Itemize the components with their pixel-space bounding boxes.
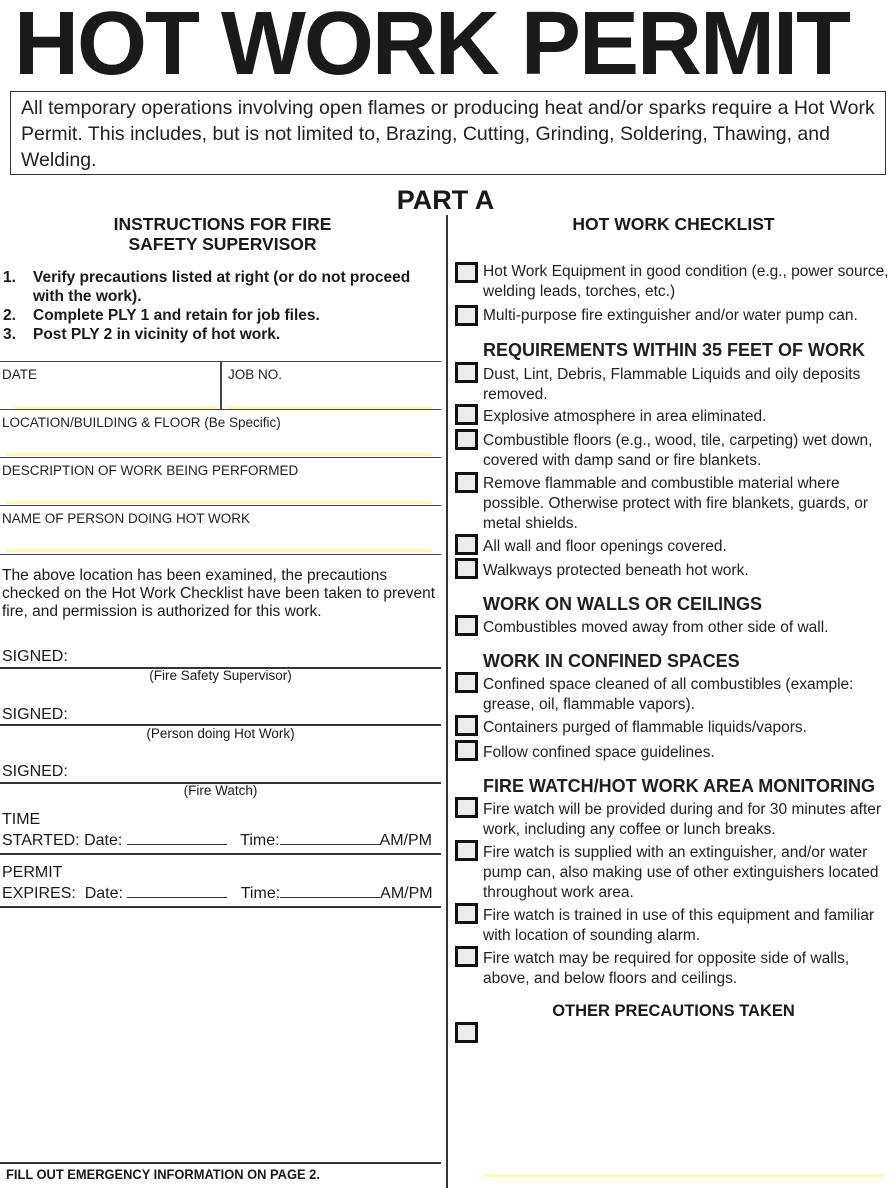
section-title: REQUIREMENTS WITHIN 35 FEET OF WORK: [483, 340, 866, 360]
instruction-item: [0, 306, 440, 325]
checklist-item: Remove flammable and combustible material where possible. Otherwise protect with fire blankets, guards, or metal shields.: [483, 475, 869, 532]
signed-label: SIGNED:: [2, 706, 68, 723]
description-row: [0, 457, 441, 506]
signature-caption: (Fire Watch): [183, 783, 258, 798]
other-precautions-heading: OTHER PRECAUTIONS TAKEN: [552, 1002, 795, 1020]
checklist-item: Containers purged of flammable liquids/vapors.: [483, 719, 807, 736]
instruction-text: Complete PLY 1 and retain for job files.: [33, 307, 320, 324]
time-label: Time:: [240, 832, 280, 849]
checklist-item: Fire watch is supplied with an extinguisher, and/or water pump can, also making use of other extinguishers located throughout work area.: [483, 844, 879, 901]
checklist-item: Dust, Lint, Debris, Flammable Liquids and oily deposits removed.: [483, 366, 861, 403]
checkbox-fire-watch-trained[interactable]: [455, 903, 478, 924]
expires-label: EXPIRES:: [2, 885, 76, 902]
checklist-item: Hot Work Equipment in good condition (e.g., power source, welding leads, torches, etc.): [483, 263, 889, 300]
checkbox-openings[interactable]: [455, 534, 478, 555]
instruction-item: [0, 268, 440, 306]
start-date-input[interactable]: [127, 830, 227, 845]
checkbox-extinguisher[interactable]: [455, 305, 478, 326]
expire-time-input[interactable]: [280, 883, 380, 898]
other-precautions-input[interactable]: [484, 1174, 884, 1177]
instructions-list: [0, 268, 440, 344]
instruction-text: Post PLY 2 in vicinity of hot work.: [33, 326, 281, 343]
checklist-item: Fire watch will be provided during and for 30 minutes after work, including any coffee or lunch breaks.: [483, 801, 882, 838]
section-title: WORK IN CONFINED SPACES: [483, 651, 740, 671]
checkbox-confined-guidelines[interactable]: [455, 740, 478, 761]
checklist-item: Fire watch is trained in use of this equipment and familiar with location of sounding alarm.: [483, 907, 875, 944]
checkbox-other[interactable]: [455, 1022, 478, 1043]
checklist-item: Multi-purpose fire extinguisher and/or water pump can.: [483, 307, 858, 324]
location-row: [0, 409, 441, 458]
description-input[interactable]: [6, 501, 432, 504]
intro-box: All temporary operations involving open flames or producing heat and/or sparks require a Hot Work Permit. This includes, but is not limited to, Brazing, Cutting, Grinding, Soldering, Thawing, and Welding.: [10, 91, 886, 175]
field-divider: [220, 362, 222, 410]
instruction-number: 3.: [3, 326, 16, 343]
checklist-item: All wall and floor openings covered.: [483, 538, 727, 555]
description-label: DESCRIPTION OF WORK BEING PERFORMED: [2, 463, 299, 478]
heading-line-1: INSTRUCTIONS FOR FIRE: [113, 214, 332, 234]
permit-expires-line1: PERMIT: [2, 864, 63, 881]
ampm-label: AM/PM: [380, 885, 433, 902]
time-started-block: [2, 810, 442, 851]
start-time-input[interactable]: [280, 830, 380, 845]
checkbox-floors[interactable]: [455, 429, 478, 450]
checklist-item: Fire watch may be required for opposite side of walls, above, and below floors and ceilings.: [483, 950, 850, 987]
instruction-item: [0, 325, 440, 344]
divider-line: [0, 853, 441, 855]
signature-caption: (Fire Safety Supervisor): [149, 668, 292, 683]
signature-caption: (Person doing Hot Work): [146, 726, 295, 741]
checklist-item: Combustibles moved away from other side of wall.: [483, 619, 829, 636]
checkbox-explosive[interactable]: [455, 404, 478, 425]
person-name-label: NAME OF PERSON DOING HOT WORK: [2, 511, 251, 526]
checklist-item: Confined space cleaned of all combustibles (example: grease, oil, flammable vapors).: [483, 676, 854, 713]
divider-line: [0, 906, 441, 908]
ampm-label: AM/PM: [379, 832, 432, 849]
footer-note: FILL OUT EMERGENCY INFORMATION ON PAGE 2.: [6, 1166, 320, 1182]
checklist-item: Walkways protected beneath hot work.: [483, 562, 749, 579]
permit-expires-block: [2, 863, 442, 904]
checklist-item: Follow confined space guidelines.: [483, 744, 715, 761]
instruction-text: Verify precautions listed at right (or do not proceed with the work).: [33, 269, 411, 305]
person-name-input[interactable]: [6, 549, 432, 552]
page-title: HOT WORK PERMIT: [14, 0, 849, 94]
signature-row-fire-watch[interactable]: [0, 763, 441, 781]
time-started-line1: TIME: [2, 811, 41, 828]
heading-line-2: SAFETY SUPERVISOR: [128, 234, 317, 254]
checklist-item: Explosive atmosphere in area eliminated.: [483, 408, 767, 425]
signed-label: SIGNED:: [2, 648, 68, 665]
instruction-number: 2.: [3, 307, 16, 324]
checkbox-fire-watch-opposite[interactable]: [455, 946, 478, 967]
checkbox-equipment[interactable]: [455, 262, 478, 283]
date-label: Date:: [84, 885, 123, 902]
checkbox-walls[interactable]: [455, 615, 478, 636]
date-label: DATE: [2, 367, 38, 382]
time-label: Time:: [240, 885, 281, 902]
checkbox-walkways[interactable]: [455, 558, 478, 579]
signature-row-worker[interactable]: [0, 706, 441, 724]
checkbox-remove-material[interactable]: [455, 472, 478, 493]
job-no-label: JOB NO.: [228, 367, 283, 382]
checklist-heading: HOT WORK CHECKLIST: [572, 214, 775, 234]
section-title: FIRE WATCH/HOT WORK AREA MONITORING: [483, 776, 875, 796]
checklist-item: Combustible floors (e.g., wood, tile, carpeting) wet down, covered with damp sand or fire blankets.: [483, 432, 873, 469]
checkbox-containers[interactable]: [455, 715, 478, 736]
location-label: LOCATION/BUILDING & FLOOR (Be Specific): [2, 415, 281, 430]
section-title: WORK ON WALLS OR CEILINGS: [483, 594, 762, 614]
checkbox-fire-watch-provided[interactable]: [455, 797, 478, 818]
part-label: PART A: [396, 185, 495, 215]
person-name-row: [0, 505, 441, 555]
footer-divider: [0, 1162, 441, 1164]
expire-date-input[interactable]: [127, 883, 227, 898]
authorization-text: The above location has been examined, the precautions checked on the Hot Work Checklist have been taken to prevent fire, and permission is authorized for this work.: [2, 567, 436, 620]
instructions-heading: [0, 214, 445, 254]
column-divider: [446, 215, 448, 1188]
date-jobno-row: [0, 361, 441, 410]
checkbox-debris[interactable]: [455, 362, 478, 383]
date-label: Date:: [84, 832, 123, 849]
checkbox-confined-clean[interactable]: [455, 672, 478, 693]
checkbox-fire-watch-supplied[interactable]: [455, 840, 478, 861]
started-label: STARTED:: [2, 832, 80, 849]
signed-label: SIGNED:: [2, 763, 68, 780]
instruction-number: 1.: [3, 269, 16, 286]
location-input[interactable]: [6, 453, 432, 456]
signature-row-supervisor[interactable]: [0, 648, 441, 666]
